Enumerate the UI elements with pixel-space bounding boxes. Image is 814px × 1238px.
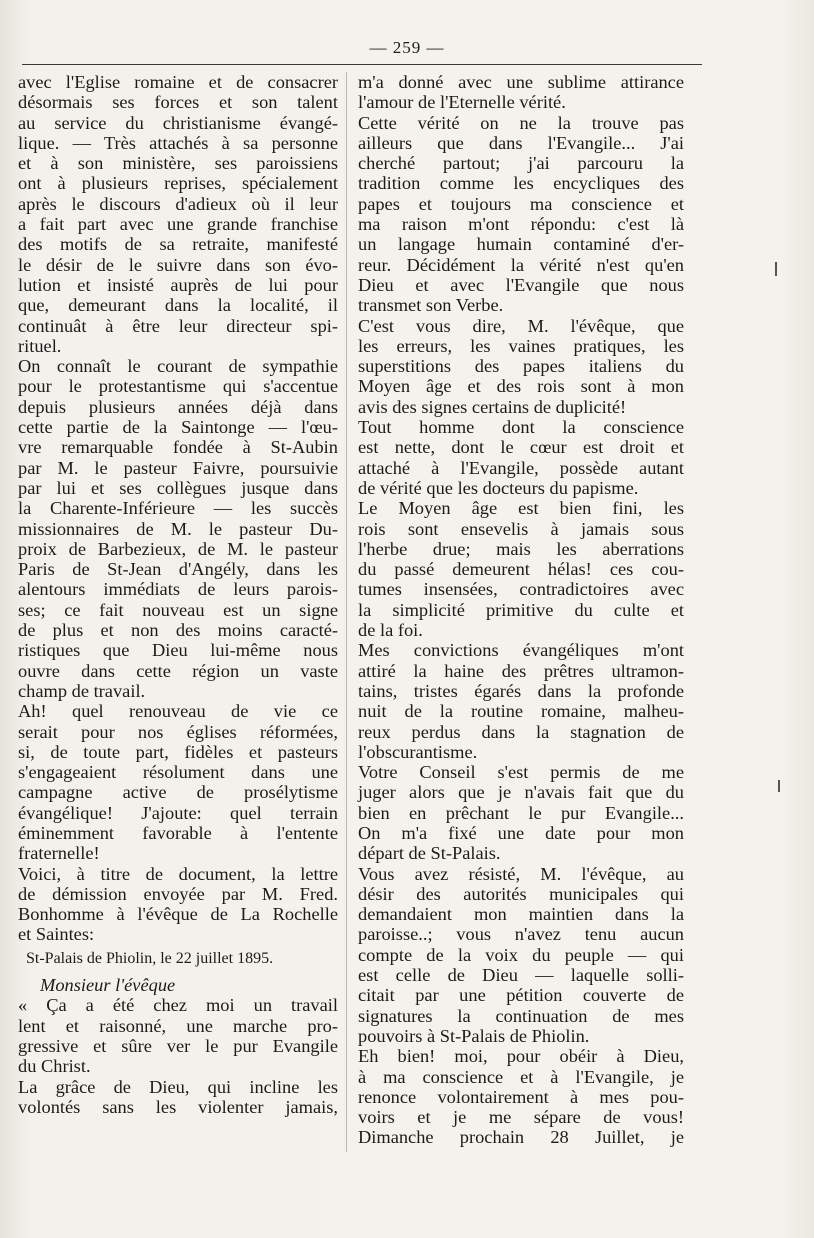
text-line: avec l'Eglise romaine et de consacrer: [18, 72, 338, 92]
text-line: est nette, dont le cœur est droit et: [358, 437, 684, 458]
text-line: voirs et je me sépare de vous!: [358, 1107, 684, 1128]
text-line: ouvre dans cette région un vaste: [18, 660, 338, 681]
margin-mark: [775, 262, 777, 276]
text-line: Ah! quel renouveau de vie ce: [18, 701, 338, 722]
text-line: attiré la haine des prêtres ultramon-: [358, 660, 684, 681]
text-line: m'a donné avec une sublime attirance: [358, 72, 684, 92]
text-line: éminemment favorable à l'entente: [18, 822, 338, 843]
text-line: et à son ministère, ses paroissiens: [18, 153, 338, 174]
text-line: reur. Décidément la vérité n'est qu'en: [358, 254, 684, 275]
text-line: par M. le pasteur Faivre, poursuivie: [18, 457, 338, 478]
text-line: campagne active de prosélytisme: [18, 782, 338, 803]
text-line: rois sont ensevelis à jamais sous: [358, 518, 684, 539]
text-line: ses; ce fait nouveau est un signe: [18, 599, 338, 620]
text-line: est celle de Dieu — laquelle solli-: [358, 965, 684, 986]
text-line: continuât à être leur directeur spi-: [18, 315, 338, 336]
text-line: après le discours d'adieux où il leur: [18, 193, 338, 214]
text-line: ristiques que Dieu lui-même nous: [18, 640, 338, 661]
text-line: alentours immédiats de leurs parois-: [18, 579, 338, 600]
text-line: s'engageaient résolument dans une: [18, 762, 338, 783]
text-line: l'obscurantisme.: [358, 741, 478, 762]
text-line: bien en prêchant le pur Evangile...: [358, 802, 684, 823]
text-line: la simplicité primitive du culte et: [358, 599, 684, 620]
text-line: Voici, à titre de document, la lettre: [18, 863, 338, 884]
text-line: Eh bien! moi, pour obéir à Dieu,: [358, 1046, 684, 1067]
text-line: cherché partout; j'ai parcouru la: [358, 153, 684, 174]
text-line: Mes convictions évangéliques m'ont: [358, 640, 684, 661]
text-line: champ de travail.: [18, 680, 146, 701]
text-line: attaché à l'Evangile, possède autant: [358, 457, 684, 478]
text-line: paroisse..; vous n'avez tenu aucun: [358, 924, 684, 945]
margin-mark: [778, 780, 780, 792]
text-line: « Ça a été chez moi un travail: [18, 995, 338, 1016]
page-number: — 259 —: [369, 38, 445, 57]
text-line: cette partie de la Saintonge — l'œu-: [18, 417, 338, 438]
text-line: un langage humain contaminé d'er-: [358, 234, 684, 255]
text-line: ma raison m'ont répondu: c'est là: [358, 214, 684, 235]
text-line: du passé demeurent hélas! ces cou-: [358, 559, 684, 580]
text-line: transmet son Verbe.: [358, 295, 504, 316]
text-line: Dieu et avec l'Evangile que nous: [358, 274, 684, 295]
text-line: rituel.: [18, 335, 62, 356]
text-line: évangélique! J'ajoute: quel terrain: [18, 802, 338, 823]
text-line: que, demeurant dans la localité, il: [18, 295, 338, 316]
text-line: serait pour nos églises réformées,: [18, 721, 338, 742]
text-line: Moyen âge et des rois sont à mon: [358, 376, 684, 397]
text-line: du Christ.: [18, 1056, 91, 1077]
text-line: tradition comme les encycliques des: [358, 173, 684, 194]
text-line: St-Palais de Phiolin, le 22 juillet 1895.: [26, 949, 274, 967]
text-line: si, de toute part, fidèles et pasteurs: [18, 741, 338, 762]
text-line: signatures la continuation de mes: [358, 1005, 684, 1026]
text-line: Votre Conseil s'est permis de me: [358, 762, 684, 783]
text-line: le désir de le suivre dans son évo-: [18, 254, 338, 275]
text-line: et Saintes:: [18, 924, 95, 945]
text-line: Monsieur l'évêque: [40, 975, 176, 996]
text-line: lution et insisté auprès de lui pour: [18, 274, 338, 295]
text-line: départ de St-Palais.: [358, 843, 501, 864]
text-line: désormais ses forces et son talent: [18, 92, 338, 113]
text-line: vre remarquable fondée à St-Aubin: [18, 437, 338, 458]
text-line: compte de la voix du peuple — qui: [358, 944, 684, 965]
text-line: citait par une pétition couverte de: [358, 985, 684, 1006]
text-line: On m'a fixé une date pour mon: [358, 822, 684, 843]
text-line: missionnaires de M. le pasteur Du-: [18, 518, 338, 539]
text-line: de plus et non des moins caracté-: [18, 620, 338, 641]
text-line: juger alors que je n'avais fait que du: [358, 782, 684, 803]
text-line: papes et toujours ma conscience et: [358, 193, 684, 214]
header-rule: [22, 64, 702, 65]
right-column: [358, 72, 684, 1148]
text-line: les erreurs, les vaines pratiques, les: [358, 335, 684, 356]
text-line: depuis plusieurs années déjà dans: [18, 396, 338, 417]
text-line: gressive et sûre ver le pur Evangile: [18, 1035, 338, 1056]
column-divider: [346, 72, 347, 1152]
text-line: lent et raisonné, une marche pro-: [18, 1015, 338, 1036]
text-line: par lui et ses collègues jusque dans: [18, 477, 338, 498]
text-line: ailleurs que dans l'Evangile... J'ai: [358, 132, 684, 153]
text-line: ont à plusieurs reprises, spécialement: [18, 173, 338, 194]
text-line: volontés sans les violenter jamais,: [18, 1096, 338, 1117]
text-line: La grâce de Dieu, qui incline les: [18, 1076, 338, 1097]
text-line: Dimanche prochain 28 Juillet, je: [358, 1127, 684, 1148]
text-line: désir des autorités municipales qui: [358, 883, 684, 904]
text-line: Cette vérité on ne la trouve pas: [358, 112, 684, 133]
text-line: C'est vous dire, M. l'évêque, que: [358, 315, 684, 336]
text-line: au service du christianisme évangé-: [18, 112, 338, 133]
text-line: Tout homme dont la conscience: [358, 417, 684, 438]
text-line: pour le protestantisme qui s'accentue: [18, 376, 338, 397]
text-line: de démission envoyée par M. Fred.: [18, 883, 338, 904]
left-column: [18, 72, 338, 1117]
text-line: à ma conscience et à l'Evangile, je: [358, 1066, 684, 1087]
text-line: demandaient mon maintien dans la: [358, 904, 684, 925]
text-line: lique. — Très attachés à sa personne: [18, 132, 338, 153]
text-line: tains, tristes égarés dans la profonde: [358, 680, 684, 701]
text-line: Le Moyen âge est bien fini, les: [358, 498, 684, 519]
text-line: des motifs de sa retraite, manifesté: [18, 234, 338, 255]
text-line: Paris de St-Jean d'Angély, dans les: [18, 559, 338, 580]
text-line: tumes insensées, contradictoires avec: [358, 579, 684, 600]
text-line: l'amour de l'Eternelle vérité.: [358, 92, 566, 113]
text-line: l'herbe drue; mais les aberrations: [358, 538, 684, 559]
text-line: avis des signes certains de duplicité!: [358, 396, 627, 417]
text-line: la Charente-Inférieure — les succès: [18, 498, 338, 519]
text-line: a fait part avec une grande franchise: [18, 214, 338, 235]
text-line: fraternelle!: [18, 843, 100, 864]
text-line: On connaît le courant de sympathie: [18, 356, 338, 377]
text-line: renonce volontairement à mes pou-: [358, 1086, 684, 1107]
text-line: proix de Barbezieux, de M. le pasteur: [18, 538, 338, 559]
text-line: de la foi.: [358, 620, 423, 641]
text-line: superstitions des papes italiens du: [358, 356, 684, 377]
text-line: nuit de la routine romaine, malheu-: [358, 701, 684, 722]
text-line: Bonhomme à l'évêque de La Rochelle: [18, 904, 338, 925]
text-line: pouvoirs à St-Palais de Phiolin.: [358, 1025, 590, 1046]
text-line: Vous avez résisté, M. l'évêque, au: [358, 863, 684, 884]
text-line: de vérité que les docteurs du papisme.: [358, 477, 639, 498]
text-line: reux perdus dans la stagnation de: [358, 721, 684, 742]
